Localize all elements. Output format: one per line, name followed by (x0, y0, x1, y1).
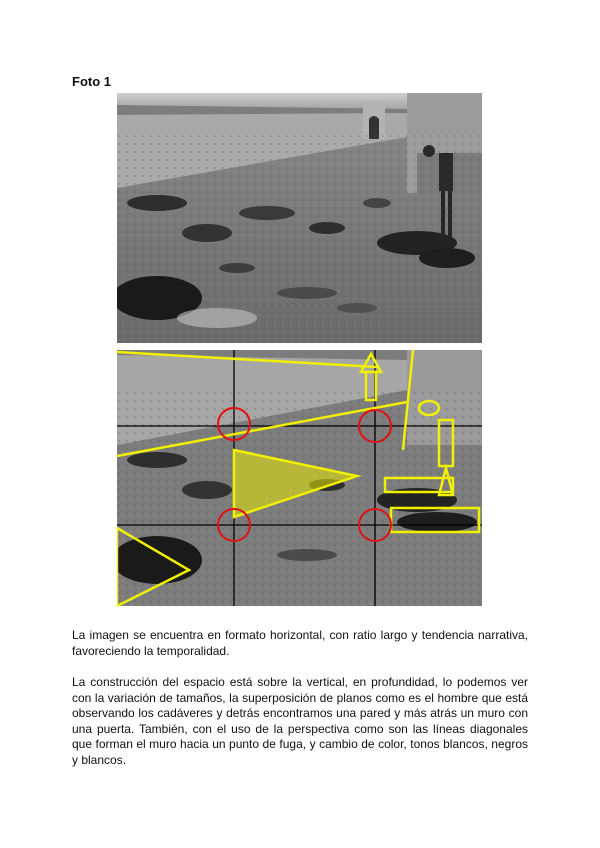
document-title: Foto 1 (72, 74, 111, 89)
paragraph-1: La imagen se encuentra en formato horizontal, con ratio largo y tendencia narrativa, favoreciendo la temporalidad. (72, 628, 528, 658)
photo-annotated-image (117, 350, 482, 606)
photo-original (117, 93, 482, 343)
paragraph-2: La construcción del espacio está sobre la vertical, en profundidad, lo podemos ver con la variación de tamaños, la superposición de planos como es el hombre que está observando los cadáveres y detrás encontramos una pared y más atrás un muro con una puerta. También, con el uso de la perspectiva como son las líneas diagonales que forman el muro hacia un punto de fuga, y cambio de color, tonos blancos, negros y blancos. (72, 675, 528, 767)
photo-original-image (117, 93, 482, 343)
photo-annotated (117, 350, 482, 606)
